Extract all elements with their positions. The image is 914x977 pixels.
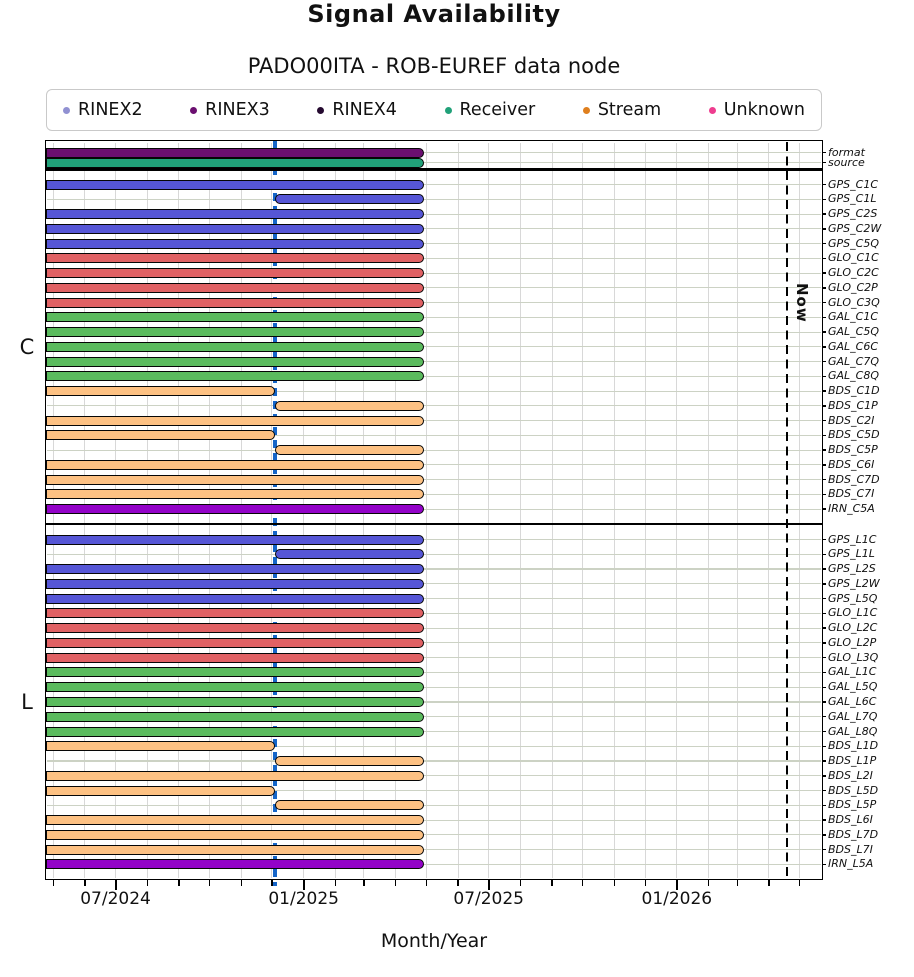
row-tick xyxy=(822,598,826,599)
row-tick xyxy=(822,228,826,229)
row-label: BDS_C2I xyxy=(828,413,875,427)
row-tick xyxy=(822,568,826,569)
x-tick-label: 07/2024 xyxy=(80,889,151,909)
signal-bar xyxy=(46,283,424,293)
row-tick xyxy=(822,479,826,480)
month-gridline xyxy=(426,143,427,878)
signal-bar xyxy=(46,682,424,692)
row-tick xyxy=(822,716,826,717)
row-label: BDS_L1P xyxy=(828,754,877,768)
row-tick xyxy=(822,162,826,163)
signal-bar xyxy=(46,489,424,499)
row-label: GAL_C8Q xyxy=(828,369,880,383)
signal-bar xyxy=(275,194,424,204)
legend-label: Stream xyxy=(597,100,662,120)
legend-label: RINEX2 xyxy=(78,100,143,120)
x-minor-tick xyxy=(178,880,179,886)
signal-bar xyxy=(46,564,424,574)
row-tick xyxy=(822,583,826,584)
row-tick xyxy=(822,302,826,303)
month-gridline xyxy=(520,143,521,878)
signal-bar xyxy=(275,756,424,766)
legend-item-rinex4 xyxy=(317,100,397,120)
signal-bar xyxy=(46,224,424,234)
row-label: GPS_C1L xyxy=(828,192,877,206)
row-label: BDS_C5D xyxy=(828,428,880,442)
row-tick xyxy=(822,790,826,791)
row-label: GLO_L2P xyxy=(828,635,877,649)
x-minor-tick xyxy=(241,880,242,886)
legend-dot-icon xyxy=(190,107,197,114)
row-label: GLO_L3Q xyxy=(828,650,879,664)
row-label: BDS_L2I xyxy=(828,768,873,782)
x-minor-tick xyxy=(395,880,396,886)
legend-dot-icon xyxy=(63,107,70,114)
row-label: GAL_L6C xyxy=(828,695,877,709)
row-tick xyxy=(822,258,826,259)
x-minor-tick xyxy=(614,880,615,886)
row-tick xyxy=(822,449,826,450)
row-label: GLO_L2C xyxy=(828,621,878,635)
signal-bar xyxy=(46,430,275,440)
row-label: BDS_L5D xyxy=(828,783,879,797)
month-gridline xyxy=(458,143,459,878)
signal-bar xyxy=(46,535,424,545)
row-label: GLO_C2C xyxy=(828,266,879,280)
group-label-c: C xyxy=(19,334,35,359)
signal-bar xyxy=(46,460,424,470)
row-tick xyxy=(822,731,826,732)
row-label: BDS_L1D xyxy=(828,739,879,753)
row-gridline xyxy=(47,450,821,451)
row-tick xyxy=(822,834,826,835)
x-minor-tick xyxy=(335,880,336,886)
signal-bar xyxy=(46,253,424,263)
row-tick xyxy=(822,864,826,865)
legend-label: RINEX3 xyxy=(205,100,270,120)
row-label: GAL_L5Q xyxy=(828,680,878,694)
row-label: GLO_C2P xyxy=(828,280,878,294)
row-tick xyxy=(822,539,826,540)
signal-bar xyxy=(46,357,424,367)
row-tick xyxy=(822,775,826,776)
legend-dot-icon xyxy=(317,107,324,114)
row-label: BDS_C6I xyxy=(828,457,875,471)
x-minor-tick xyxy=(799,880,800,886)
row-label: GPS_C2W xyxy=(828,221,882,235)
month-gridline xyxy=(676,143,677,878)
row-tick xyxy=(822,213,826,214)
legend-item-stream xyxy=(583,100,661,120)
x-tick-label: 07/2025 xyxy=(453,889,524,909)
legend-dot-icon xyxy=(583,107,590,114)
row-tick xyxy=(822,760,826,761)
x-minor-tick xyxy=(708,880,709,886)
legend-dot-icon xyxy=(709,107,716,114)
signal-bar xyxy=(46,386,275,396)
month-gridline xyxy=(645,143,646,878)
row-label: GAL_C1C xyxy=(828,310,879,324)
signal-bar xyxy=(46,371,424,381)
month-gridline xyxy=(552,143,553,878)
signal-bar xyxy=(275,800,424,810)
row-label: BDS_L5P xyxy=(828,798,877,812)
x-minor-tick xyxy=(457,880,458,886)
signal-bar xyxy=(46,815,424,825)
signal-bar xyxy=(46,771,424,781)
chart-title: Signal Availability xyxy=(307,0,561,28)
signal-bar xyxy=(46,475,424,485)
row-label: GLO_C1C xyxy=(828,251,879,265)
row-tick xyxy=(822,346,826,347)
row-tick xyxy=(822,642,826,643)
signal-bar xyxy=(46,504,424,514)
month-gridline xyxy=(708,143,709,878)
row-label: GPS_C2S xyxy=(828,207,878,221)
row-label: GPS_L2W xyxy=(828,576,880,590)
row-label: GAL_L1C xyxy=(828,665,877,679)
signal-bar xyxy=(46,594,424,604)
signal-bar xyxy=(46,239,424,249)
row-tick xyxy=(822,152,826,153)
x-minor-tick xyxy=(209,880,210,886)
row-label: BDS_L6I xyxy=(828,813,873,827)
signal-bar xyxy=(46,845,424,855)
row-label: GAL_C7Q xyxy=(828,354,880,368)
x-minor-tick xyxy=(645,880,646,886)
signal-bar xyxy=(46,667,424,677)
row-label: GAL_L7Q xyxy=(828,709,878,723)
month-gridline xyxy=(614,143,615,878)
x-minor-tick xyxy=(53,880,54,886)
row-tick xyxy=(822,849,826,850)
row-label: BDS_C7D xyxy=(828,472,880,486)
month-gridline xyxy=(768,143,769,878)
signal-bar xyxy=(46,180,424,190)
x-tick-label: 01/2026 xyxy=(641,889,713,909)
signal-bar xyxy=(46,268,424,278)
row-label: GPS_L1C xyxy=(828,532,877,546)
signal-bar xyxy=(46,148,424,158)
row-gridline xyxy=(47,199,821,200)
signal-bar xyxy=(46,579,424,589)
row-tick xyxy=(822,687,826,688)
row-tick xyxy=(822,199,826,200)
row-tick xyxy=(822,184,826,185)
signal-bar xyxy=(46,697,424,707)
row-tick xyxy=(822,405,826,406)
x-tick-label: 01/2025 xyxy=(268,889,339,909)
x-minor-tick xyxy=(737,880,738,886)
row-tick xyxy=(822,317,826,318)
row-tick xyxy=(822,554,826,555)
legend-item-rinex3 xyxy=(190,100,270,120)
x-minor-tick xyxy=(147,880,148,886)
signal-bar xyxy=(46,638,424,648)
row-tick xyxy=(822,819,826,820)
row-label: BDS_L7D xyxy=(828,827,879,841)
row-tick xyxy=(822,627,826,628)
month-gridline xyxy=(799,143,800,878)
now-label: Now xyxy=(793,283,812,323)
signal-bar xyxy=(46,712,424,722)
signal-bar xyxy=(46,653,424,663)
row-tick xyxy=(822,701,826,702)
signal-bar xyxy=(46,741,275,751)
signal-bar xyxy=(46,312,424,322)
row-label: GPS_L2S xyxy=(828,562,876,576)
section-separator xyxy=(46,168,822,170)
signal-bar xyxy=(46,623,424,633)
row-tick xyxy=(822,420,826,421)
row-tick xyxy=(822,287,826,288)
row-gridline xyxy=(47,760,821,761)
row-label: GLO_C3Q xyxy=(828,295,880,309)
row-gridline xyxy=(47,805,821,806)
row-tick xyxy=(822,331,826,332)
month-gridline xyxy=(582,143,583,878)
row-label: GLO_L1C xyxy=(828,606,878,620)
signal-bar xyxy=(46,608,424,618)
row-label: BDS_C7I xyxy=(828,487,875,501)
row-tick xyxy=(822,272,826,273)
row-tick xyxy=(822,361,826,362)
row-label: IRN_L5A xyxy=(828,857,874,871)
legend xyxy=(46,89,822,131)
row-label: BDS_C1D xyxy=(828,384,880,398)
signal-bar xyxy=(275,445,424,455)
legend-label: RINEX4 xyxy=(332,100,397,120)
signal-bar xyxy=(275,401,424,411)
row-tick xyxy=(822,657,826,658)
x-axis-label: Month/Year xyxy=(380,930,488,952)
signal-bar xyxy=(46,859,424,869)
row-gridline xyxy=(47,405,821,406)
chart-subtitle: PADO00ITA - ROB-EUREF data node xyxy=(247,54,621,78)
row-tick xyxy=(822,746,826,747)
row-label: GAL_C5Q xyxy=(828,325,880,339)
row-tick xyxy=(822,464,826,465)
group-label-l: L xyxy=(21,690,33,714)
row-label: GAL_C6C xyxy=(828,339,879,353)
legend-item-receiver xyxy=(445,100,536,120)
row-gridline xyxy=(47,554,821,555)
row-label: source xyxy=(828,155,865,169)
row-tick xyxy=(822,613,826,614)
signal-bar xyxy=(46,727,424,737)
x-minor-tick xyxy=(84,880,85,886)
x-minor-tick xyxy=(426,880,427,886)
row-label: BDS_C5P xyxy=(828,443,878,457)
row-label: IRN_C5A xyxy=(828,502,875,516)
x-minor-tick xyxy=(551,880,552,886)
row-tick xyxy=(822,376,826,377)
signal-bar xyxy=(46,830,424,840)
signal-bar xyxy=(275,549,424,559)
row-label: GPS_C5Q xyxy=(828,236,879,250)
row-tick xyxy=(822,508,826,509)
signal-bar xyxy=(46,209,424,219)
signal-bar xyxy=(46,327,424,337)
month-gridline xyxy=(488,143,489,878)
legend-label: Unknown xyxy=(723,100,805,120)
signal-bar xyxy=(46,158,424,168)
legend-label: Receiver xyxy=(459,100,536,120)
signal-bar xyxy=(46,786,275,796)
legend-dot-icon xyxy=(445,107,452,114)
signal-bar xyxy=(46,298,424,308)
legend-item-unknown xyxy=(709,100,805,120)
month-gridline xyxy=(737,143,738,878)
row-label: GAL_L8Q xyxy=(828,724,878,738)
x-minor-tick xyxy=(363,880,364,886)
row-label: GPS_L1L xyxy=(828,547,875,561)
now-line xyxy=(786,142,788,879)
row-tick xyxy=(822,494,826,495)
signal-bar xyxy=(46,416,424,426)
x-minor-tick xyxy=(768,880,769,886)
row-tick xyxy=(822,435,826,436)
row-tick xyxy=(822,672,826,673)
row-label: GPS_L5Q xyxy=(828,591,878,605)
signal-bar xyxy=(46,342,424,352)
row-label: BDS_L7I xyxy=(828,842,873,856)
row-tick xyxy=(822,805,826,806)
legend-item-rinex2 xyxy=(63,100,143,120)
section-separator xyxy=(46,523,822,525)
row-tick xyxy=(822,390,826,391)
row-label: BDS_C1P xyxy=(828,398,878,412)
x-minor-tick xyxy=(520,880,521,886)
x-minor-tick xyxy=(582,880,583,886)
x-minor-tick xyxy=(271,880,272,886)
row-tick xyxy=(822,243,826,244)
row-label: GPS_C1C xyxy=(828,177,878,191)
row-label: format xyxy=(828,145,865,159)
